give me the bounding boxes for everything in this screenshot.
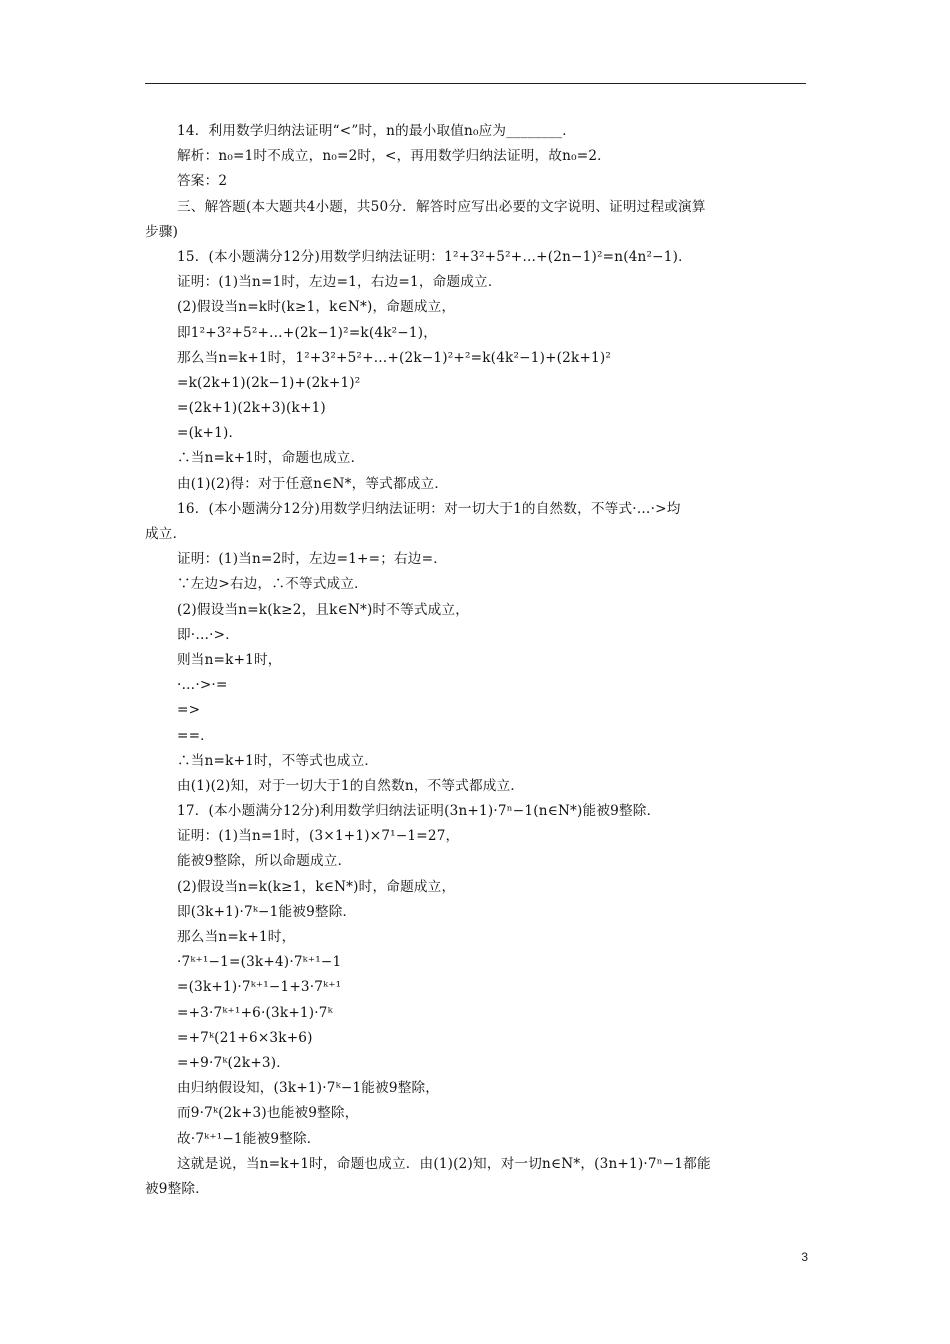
text-line: 而9·7ᵏ(2k+3)也能被9整除，	[177, 1105, 359, 1122]
header-rule	[145, 83, 806, 84]
text-line: =+7ᵏ(21+6×3k+6)	[177, 1029, 313, 1046]
text-line: 故·7ᵏ⁺¹−1能被9整除．	[177, 1130, 321, 1147]
text-line: 答案：2	[177, 173, 228, 190]
text-line: 三、解答题(本大题共4小题，共50分．解答时应写出必要的文字说明、证明过程或演算	[177, 198, 706, 215]
text-line: 被9整除．	[145, 1180, 210, 1197]
text-line: =(2k+1)(2k+3)(k+1)	[177, 400, 326, 417]
text-line: 由(1)(2)得：对于任意n∈N*，等式都成立．	[177, 475, 449, 492]
text-line: 15．(本小题满分12分)用数学归纳法证明：1²+3²+5²+…+(2n−1)²=n(4n²−1)．	[177, 248, 692, 265]
text-line: 步骤)	[145, 223, 179, 240]
text-line: 由(1)(2)知，对于一切大于1的自然数n，不等式都成立．	[177, 777, 525, 794]
text-line: 16．(本小题满分12分)用数学归纳法证明：对一切大于1的自然数，不等式·…·>均	[177, 500, 681, 517]
document-body	[145, 119, 813, 1202]
text-line: 即(3k+1)·7ᵏ−1能被9整除．	[177, 903, 357, 920]
text-line: =+3·7ᵏ⁺¹+6·(3k+1)·7ᵏ	[177, 1004, 333, 1021]
text-line: ·…·>·=	[177, 677, 228, 694]
text-line: 那么当n=k+1时，	[177, 929, 296, 945]
text-line: (2)假设当n=k时(k≥1，k∈N*)，命题成立，	[177, 299, 456, 316]
text-line: =k(2k+1)(2k−1)+(2k+1)²	[177, 374, 361, 391]
text-line: ·7ᵏ⁺¹−1=(3k+4)·7ᵏ⁺¹−1	[177, 954, 342, 971]
text-line: 证明：(1)当n=1时，(3×1+1)×7¹−1=27，	[177, 828, 460, 845]
text-line: 证明：(1)当n=2时，左边=1+=；右边=．	[177, 551, 447, 568]
text-line: 解析：n₀=1时不成立，n₀=2时，<，再用数学归纳法证明，故n₀=2．	[177, 148, 611, 165]
text-line: 这就是说，当n=k+1时，命题也成立．由(1)(2)知，对一切n∈N*，(3n+1)·7ⁿ−1都能	[177, 1155, 711, 1172]
text-line: 则当n=k+1时，	[177, 651, 282, 668]
text-line: =>	[177, 702, 201, 719]
text-line: ∴当n=k+1时，命题也成立．	[177, 450, 365, 467]
text-line: (2)假设当n=k(k≥1，k∈N*)时，命题成立，	[177, 878, 456, 895]
text-line: 14．利用数学归纳法证明“<”时，n的最小取值n₀应为________．	[177, 123, 576, 139]
text-line: =(3k+1)·7ᵏ⁺¹−1+3·7ᵏ⁺¹	[177, 979, 342, 996]
text-line: 即1²+3²+5²+…+(2k−1)²=k(4k²−1)，	[177, 324, 438, 341]
text-line: 17．(本小题满分12分)利用数学归纳法证明(3n+1)·7ⁿ−1(n∈N*)能被9整除．	[177, 803, 661, 820]
text-line: 证明：(1)当n=1时，左边=1，右边=1，命题成立．	[177, 274, 502, 291]
text-line: =(k+1)．	[177, 425, 243, 442]
text-line: ==．	[177, 727, 214, 744]
text-line: 即·…·>．	[177, 626, 240, 643]
text-line: ∴当n=k+1时，不等式也成立．	[177, 752, 379, 769]
page-number: 3	[801, 1250, 808, 1264]
text-line: (2)假设当n=k(k≥2，且k∈N*)时不等式成立，	[177, 601, 470, 618]
text-line: 由归纳假设知，(3k+1)·7ᵏ−1能被9整除，	[177, 1080, 440, 1097]
text-line: =+9·7ᵏ(2k+3)．	[177, 1054, 291, 1071]
text-line: 那么当n=k+1时，1²+3²+5²+…+(2k−1)²+²=k(4k²−1)+(2k+1)²	[177, 349, 612, 366]
text-line: ∵左边>右边，∴不等式成立．	[177, 576, 368, 593]
text-line: 成立．	[145, 526, 187, 542]
text-line: 能被9整除，所以命题成立．	[177, 853, 352, 870]
